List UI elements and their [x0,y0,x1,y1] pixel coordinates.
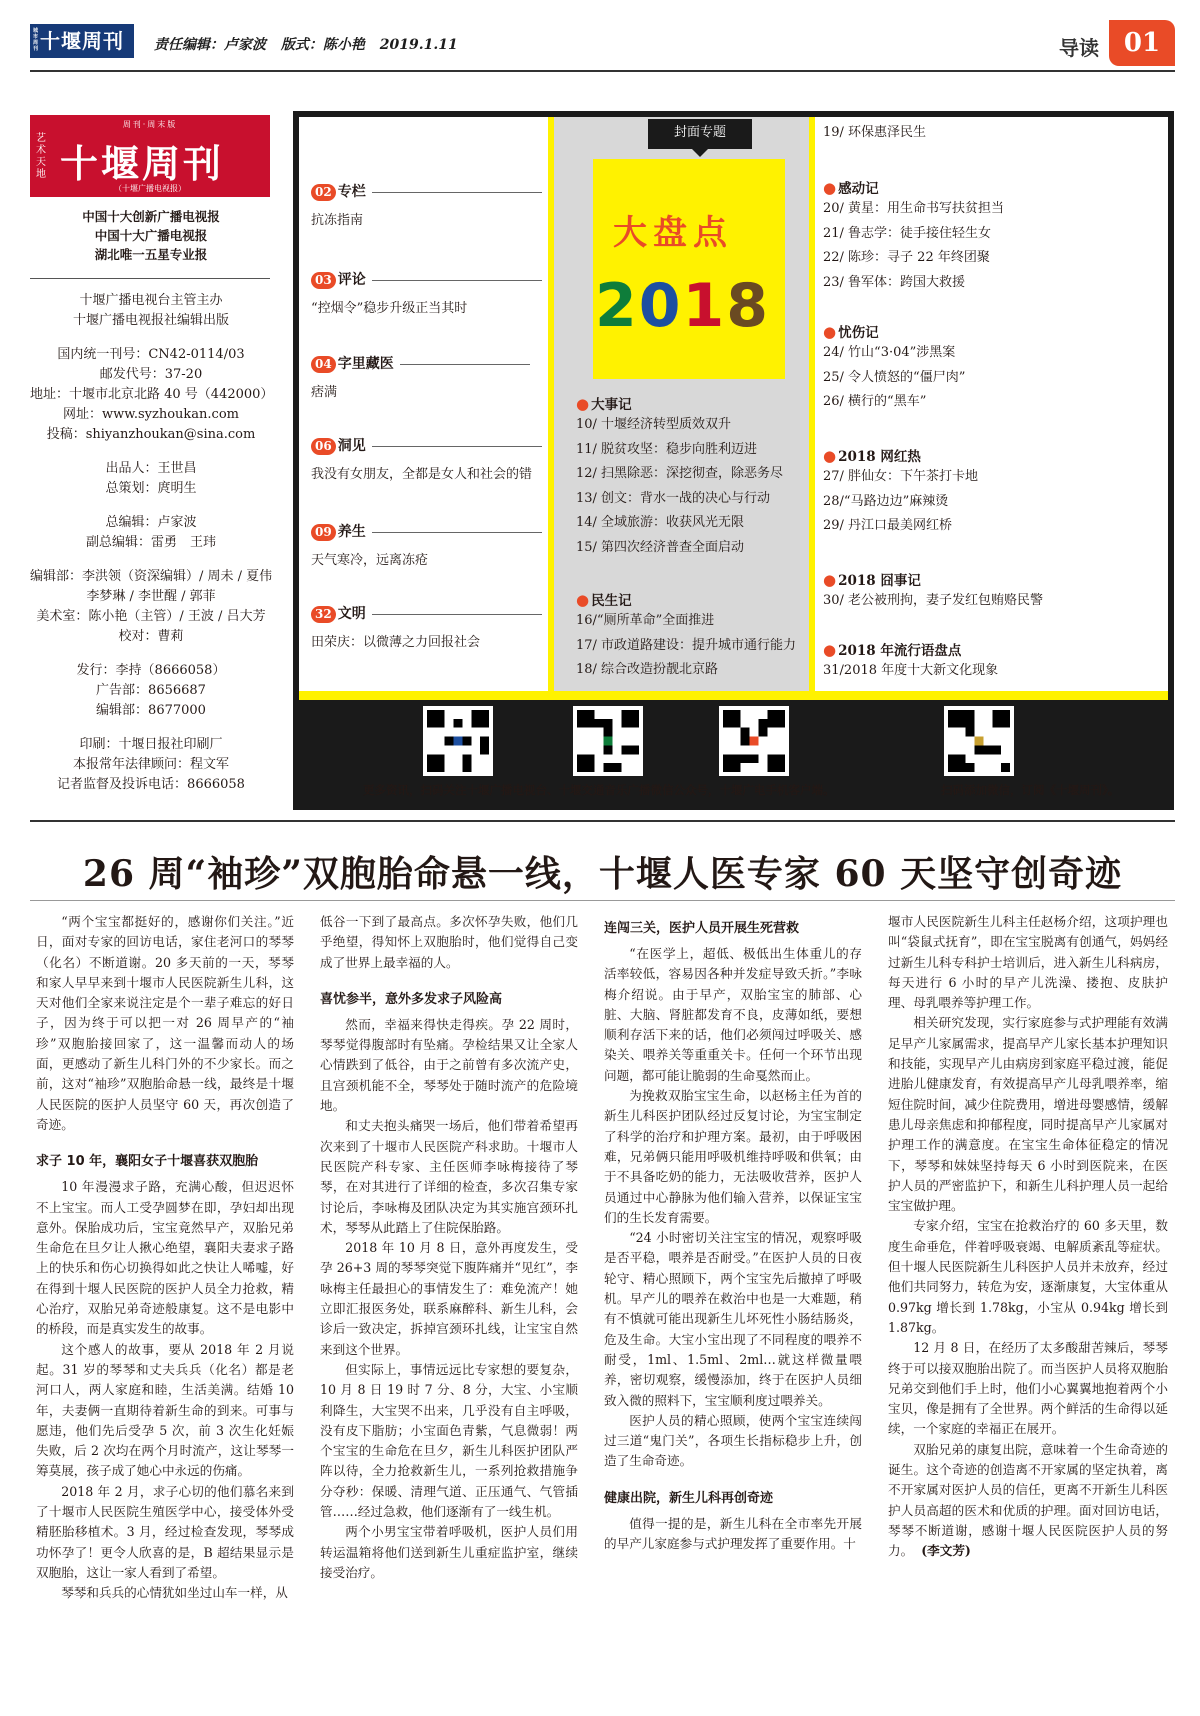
leader-line: 总策划：庹明生 [105,481,197,496]
toc-rule [372,446,542,447]
article-paragraph: 堰市人民医院新生儿科主任赵杨介绍，这项护理也叫“袋鼠式抚育”，即在宝宝脱离有创通气，妈妈经过新生儿科专科护士培训后，进入新生儿科病房，每天进行 6 小时的早产儿洗澡、搂抱、皮肤护理、母乳喂养等护理工作。 [888,914,1168,1011]
cover-year-digit: 2 [595,271,639,341]
toc-entry[interactable]: 21/ 鲁志学：徒手接住轻生女 [823,225,992,241]
masthead-divider [30,278,270,279]
feature-article [30,820,1175,1700]
toc-column-item[interactable] [311,435,542,482]
toc-entry[interactable]: 13/ 创文：背水一战的决心与行动 [576,490,771,506]
phone-line: 广告部：8656687 [96,683,206,698]
toc-rule [372,614,542,615]
staff-line: 编辑部：李洪领（资深编辑）/ 周未 / 夏伟 [30,569,273,584]
masthead-logo-side: 艺术天地 [36,133,46,180]
article-paragraph: 和丈夫抱头痛哭一场后，他们带着希望再次来到了十堰市人民医院产科求助。十堰市人民医院产科专家、主任医师李咏梅接待了琴琴，在对其进行了详细的检查，多次召集专家讨论后，李咏梅及团队决定为其实施宫颈环扎术，琴琴从此踏上了住院保胎路。 [320,1118,578,1235]
toc-entry[interactable]: 16/“厕所革命”全面推进 [576,613,715,628]
toc-entry[interactable]: 14/ 全域旅游：收获风光无限 [576,515,745,530]
article-paragraph [888,1440,1168,1562]
category-title: 忧伤记 [838,325,879,341]
toc-rule [400,364,530,365]
toc-right-panel [815,117,1168,691]
bullet-icon: ● [823,179,837,197]
header-date: 2019.1.11 [379,37,458,53]
toc-column-desc: 痞满 [311,385,338,400]
header-logo-tiny: 城市周刊 [33,28,40,52]
article-paragraph: 值得一提的是，新生儿科在全市率先开展的早产儿家庭参与式护理发挥了重要作用。十 [604,1515,862,1552]
toc-entry[interactable]: 10/ 十堰经济转型质效双升 [576,417,732,432]
toc-column-item[interactable] [311,181,542,228]
code-line: 国内统一刊号：CN42-0114/03 [57,347,245,362]
qr-code-wechat-icon[interactable] [944,706,1014,776]
toc-page-badge: 09 [311,524,336,541]
article-subhead: 喜忧参半，意外多发求子风险高 [320,991,503,1007]
masthead-logo-top: 周刊·周末版 [122,120,178,129]
code-line: 地址：十堰市北京北路 40 号（442000） [30,387,274,402]
article-column-3 [604,912,862,1554]
header-layout: 版式：陈小艳 [280,37,365,53]
bullet-icon: ● [576,395,590,413]
page-number: 01 [1109,20,1175,66]
header-editor: 责任编辑：卢家波 [154,37,266,53]
masthead-codes [30,345,272,445]
toc-entry[interactable]: 24/ 竹山“3·04”涉黑案 [823,345,956,360]
category-title: 2018 网红热 [838,449,921,465]
header-section: 导读 [1059,36,1099,60]
toc-column-item[interactable] [311,603,542,650]
toc-entry[interactable]: 25/ 令人愤怒的“僵尸肉” [823,369,966,385]
toc-left-panel [299,117,548,691]
toc-page-badge: 02 [311,184,336,201]
toc-page-badge: 32 [311,606,336,623]
toc-entry[interactable]: 27/ 胖仙女：下午茶打卡地 [823,469,979,484]
toc-column-desc: 田荣庆：以微薄之力回报社会 [311,635,481,650]
toc-column-item[interactable] [311,269,542,316]
printing-line: 印刷：十堰日报社印刷厂 [79,737,223,752]
toc-column-name: 字里藏医 [337,356,394,372]
cover-artwork [593,159,785,379]
article-headline: 26 周“袖珍”双胞胎命悬一线，十堰人医专家 60 天坚守创奇迹 [82,853,1123,895]
staff-line: 李梦琳 / 李世醒 / 郭菲 [86,589,216,604]
article-title-rule [30,900,1175,901]
masthead-logo [30,115,270,197]
toc-category-dashiji [576,393,783,560]
article-column-1 [36,912,294,1604]
qr-caption-right: 扫码添加微信，订阅《十堰周刊》。 [941,783,1120,797]
slogan: 湖北唯一五星专业报 [94,247,208,262]
masthead-phones [30,661,272,721]
masthead-sponsor [30,291,272,331]
masthead-leaders [30,459,272,499]
article-paragraph: 这个感人的故事，要从 2018 年 2 月说起。31 岁的琴琴和丈夫兵兵（化名）都是老河口人，两人家庭和睦，生活美满。结婚 10 年，夫妻俩一直期待着新生命的到来。可事与愿违，他们先后受孕 5 次，前 3 次生化妊娠失败，后 2 次均在两个月时流产，这让琴琴一筹莫展，孩子成了她心中永远的伤痛。 [36,1341,294,1479]
toc-entry[interactable]: 15/ 第四次经济普查全面启动 [576,539,745,555]
toc-entry[interactable]: 12/ 扫黑除恶：深挖彻查，除恶务尽 [576,466,784,481]
article-paragraph: 2018 年 2 月，求子心切的他们慕名来到了十堰市人民医院生殖医学中心，接受体外受精胚胎移植术。3 月，经过检查发现，琴琴成功怀孕了！更令人欣喜的是，B 超结果显示是双胞胎，这让一家人看到了希望。 [36,1483,294,1580]
toc-rule [372,532,542,533]
article-paragraph: “24 小时密切关注宝宝的情况，观察呼吸是否平稳，喂养是否耐受。”在医护人员的日夜轮守、精心照顾下，两个宝宝先后撤掉了呼吸机。早产儿的喂养在救治中也是一大难题，稍有不慎就可能出现新生儿坏死性小肠结肠炎，危及生命。大宝小宝出现了不同程度的喂养不耐受，1ml、1.5ml、2ml…就这样微量喂养，密切观察，缓慢添加，终于在医护人员细致入微的照料下，宝宝顺利度过喂养关。 [604,1230,862,1408]
code-line: 网址：www.syzhoukan.com [63,407,239,422]
toc-column-name: 专栏 [337,184,366,200]
table-of-contents [293,111,1174,810]
toc-page-badge: 03 [311,272,336,289]
category-title: 2018 囧事记 [838,573,921,589]
toc-column-name: 评论 [337,272,366,288]
toc-entry[interactable]: 23/ 鲁军体：跨国大救援 [823,274,966,290]
masthead-staff [30,567,272,647]
category-title: 大事记 [591,397,632,413]
toc-column-item[interactable] [311,353,530,400]
qr-code-radio-icon[interactable] [573,706,643,776]
category-title: 感动记 [838,181,879,197]
staff-line: 校对：曹莉 [118,629,184,644]
sponsor-line: 十堰广播电视台主管主办 [79,293,223,308]
article-paragraph: 为挽救双胎宝宝生命，以赵杨主任为首的新生儿科医护团队经过反复讨论，为宝宝制定了科学的治疗和护理方案。最初，由于呼吸困难，兄弟俩只能用呼吸机维持呼吸和供氧；由于不具备吃奶的能力，无法吸收营养，医护人员通过中心静脉为他们输入营养，以保证宝宝们的生长发育需要。 [604,1088,862,1225]
toc-entry[interactable]: 22/ 陈珍：寻子 22 年终团聚 [823,250,990,265]
bullet-icon: ● [823,447,837,465]
cover-year-digit: 0 [638,271,683,341]
article-paragraph: “两个宝宝都挺好的，感谢你们关注。”近日，面对专家的回访电话，家住老河口的琴琴（化名）不断道谢。20 多天前的一天，琴琴和家人早早来到十堰市人民医院新生儿科，这天对他们全家来说注定是个一辈子难忘的好日子，因为终于可以把一对 26 周早产的“袖珍”双胞胎接回家了，这一温馨而动人的场面，更感动了新生儿科门外的不少家长。而之前，这对“袖珍”双胞胎命悬一线，最终是十堰人民医院的医护人员坚守 60 天，再次创造了奇迹。 [36,914,294,1132]
toc-entry[interactable]: 28/“马路边边”麻辣烫 [823,493,949,509]
toc-column-desc: 抗冻指南 [311,213,364,228]
toc-column-desc: 我没有女朋友，全都是女人和社会的错 [311,467,533,482]
article-paragraph: 相关研究发现，实行家庭参与式护理能有效满足早产儿家属需求，提高早产儿家长基本护理知识和技能，实现早产儿由病房到家庭平稳过渡，能促进胎儿健康发育，有效提高早产儿母乳喂养率，缩短住院时间，减少住院费用，增进母婴感情，缓解患儿母亲焦虑和抑郁程度，同时提高早产儿家属对护理工作的满意度。在宝宝生命体征稳定的情况下，琴琴和妹妹坚持每天 6 小时到医院来，在医护人员的严密监护下，和新生儿科护理人员一起给宝宝做护理。 [888,1015,1168,1214]
toc-category-wanghongre [823,445,978,539]
masthead-editors [30,513,272,553]
toc-column-name: 养生 [337,524,366,540]
masthead-printing [30,735,272,795]
article-paragraph: 琴琴和兵兵的心情犹如坐过山车一样，从 [61,1585,288,1601]
toc-entry[interactable]: 26/ 横行的“黑车” [823,394,927,409]
toc-column-item[interactable] [311,521,542,568]
code-line: 投稿：shiyanzhoukan@sina.com [46,427,256,442]
masthead-logo-bottom: （十堰广播电视报） [114,184,186,193]
header-logo-text: 十堰周刊 [40,29,124,53]
header-logo [30,24,134,58]
article-subhead: 健康出院，新生儿科再创奇迹 [604,1490,774,1506]
slogan: 中国十大广播电视报 [94,228,208,243]
article-subhead: 连闯三关，医护人员开展生死营救 [604,921,800,936]
masthead [30,115,272,809]
printing-line: 本报常年法律顾问：程文军 [72,757,229,772]
editor-line: 副总编辑：雷勇 王玮 [85,535,216,550]
toc-rule [372,192,542,193]
editor-line: 总编辑：卢家波 [105,515,197,530]
toc-category-youshangji [823,321,965,415]
toc-entry[interactable]: 29/ 丹江口最美网红桥 [823,518,953,533]
slogan: 中国十大创新广播电视报 [82,209,220,224]
cover-title: 大盘点 [613,213,733,253]
article-paragraph: 两个小男宝宝带着呼吸机，医护人员们用转运温箱将他们送到新生儿重症监护室，继续接受治疗。 [320,1524,578,1580]
cover-year [595,271,770,341]
toc-entry[interactable]: 18/ 综合改造扮靓北京路 [576,662,719,677]
toc-column-desc: “控烟令”稳步升级正当其时 [311,301,468,316]
toc-entry[interactable]: 20/ 黄星：用生命书写扶贫担当 [823,201,1005,216]
printing-line: 记者监督及投诉电话：8666058 [57,777,245,792]
article-paragraph: “在医学上，超低、极低出生体重儿的存活率较低，容易因各种并发症导致夭折。”李咏梅介绍说。由于早产，双胎宝宝的肺部、心脏、大脑、肾脏都发育不良，皮薄如纸，要想顺利存活下来的话，他们必须闯过呼吸关、感染关、喂养关等重重关卡。任何一个环节出现问题，都可能让脆弱的生命戛然而止。 [604,946,862,1083]
phone-line: 发行：李持（8666058） [76,663,226,678]
article-subhead: 求子 10 年，襄阳女子十堰喜获双胞胎 [36,1154,259,1170]
article-paragraph: 2018 年 10 月 8 日，意外再度发生，受孕 26+3 周的琴琴突觉下腹阵痛并“见红”，李咏梅主任最担心的事情发生了：难免流产！她立即汇报医务处，联系麻醉科、新生儿科，会诊后一致决定，拆掉宫颈环扎线，让宝宝自然来到这个世界。 [320,1240,578,1357]
toc-category-liuxingyu [823,639,998,684]
toc-entry[interactable]: 19/ 环保惠泽民生 [823,125,927,140]
toc-page-badge: 04 [311,356,336,373]
qr-code-tv-icon[interactable] [423,706,493,776]
bullet-icon: ● [823,571,837,589]
toc-entry[interactable]: 11/ 脱贫攻坚：稳步向胜利迈进 [576,441,758,457]
cover-year-digit: 8 [726,271,770,341]
header-credits [154,34,468,54]
toc-entry[interactable]: 31/2018 年度十大新文化现象 [823,663,999,678]
masthead-logo-title: 十堰周刊 [60,141,225,186]
article-paragraph: 医护人员的精心照顾，使两个宝宝连续闯过三道“鬼门关”，各项生长指标稳步上升，创造了生命奇迹。 [604,1412,862,1469]
toc-column-name: 文明 [337,606,366,622]
sponsor-line: 十堰广播电视报社编辑出版 [72,313,229,328]
article-paragraph: 10 年漫漫求子路，充满心酸，但迟迟怀不上宝宝。而人工受孕圆梦在即，孕妇却出现意外。保胎成功后，宝宝竟然早产，双胎兄弟生命危在旦夕让人揪心绝望，襄阳夫妻求子路上的快乐和伤心切换得如此之快让人唏嘘，好在得到十堰人民医院的医护人员全力抢救，精心治疗，双胎兄弟奇迹般康复。这不是电影中的桥段，而是真实发生的故事。 [36,1179,294,1337]
article-paragraph: 然而，幸福来得快走得疾。孕 22 周时，琴琴觉得腹部时有坠痛。孕检结果又让全家人心情跌到了低谷，由于之前曾有多次流产史，且宫颈机能不全，琴琴处于随时流产的危险境地。 [320,1016,578,1114]
article-paragraph: 12 月 8 日，在经历了太多酸甜苦辣后，琴琴终于可以接双胞胎出院了。而当医护人员将双胞胎兄弟交到他们手上时，他们小心翼翼地抱着两个小宝贝，像是拥有了全世界。两个鲜活的生命得以延续，一个家庭的幸福正在展开。 [888,1340,1168,1437]
toc-category-jiongshiji [823,569,1043,614]
staff-line: 美术室：陈小艳（主管）/ 王波 / 吕大芳 [36,609,266,624]
article-column-2 [320,912,578,1583]
article-column-4 [888,912,1168,1562]
toc-entry[interactable]: 30/ 老公被刑拘，妻子发红包贿赂民警 [823,593,1044,608]
bullet-icon: ● [576,591,590,609]
article-top-rule [30,820,1175,822]
category-title: 民生记 [591,593,632,609]
qr-caption-left: 更多资讯，扫码关注十堰广播电视台、十堰交通音乐广播微信公众号，十堰广电手机客户端。 [363,783,835,797]
cover-year-digit: 1 [682,271,727,341]
masthead-slogans [30,207,272,264]
qr-code-app-icon[interactable] [719,706,789,776]
article-paragraph: 专家介绍，宝宝在抢救治疗的 60 多天里，数度生命垂危，伴着呼吸衰竭、电解质紊乱等症状。但十堰人民医院新生儿科医护人员并未放弃，经过他们共同努力，转危为安，逐渐康复，大宝体重从 0.97kg 增长到 1.78kg，小宝从 0.94kg 增长到 1.87kg。 [888,1218,1168,1335]
article-paragraph: 低谷一下到了最高点。多次怀孕失败，他们几乎绝望，得知怀上双胞胎时，他们觉得自己变成了世界上最幸福的人。 [320,914,578,970]
toc-category-minshengji [576,589,796,683]
article-paragraph-text: 双胎兄弟的康复出院，意味着一个生命奇迹的诞生。这个奇迹的创造离不开家属的坚定执着，离不开家属对医护人员的信任，更离不开新生儿科医护人员高超的医术和优质的护理。面对回访电话，琴琴不断道谢，感谢十堰人民医院医护人员的努力。 [888,1441,1168,1559]
toc-column-desc: 天气寒冷，远离冻疮 [311,553,429,568]
article-paragraph: 但实际上，事情远远比专家想的要复杂，10 月 8 日 19 时 7 分、8 分，大宝、小宝顺利降生，大宝哭不出来，几乎没有自主呼吸，没有皮下脂肪；小宝面色青紫，气息微弱！两个宝宝的生命危在旦夕，新生儿科医护团队严阵以待，全力抢救新生儿，一系列抢救措施争分夺秒：保暖、清理气道、正压通气、气管插管……经过急救，他们逐渐有了一线生机。 [320,1361,578,1520]
toc-rule [372,280,542,281]
bullet-icon: ● [823,641,837,659]
toc-entry[interactable]: 17/ 市政道路建设：提升城市通行能力 [576,637,797,653]
toc-page-badge: 06 [311,438,336,455]
cover-topic-tab: 封面专题 [648,119,752,149]
qr-code-row [299,700,1168,804]
page-header [30,20,1175,78]
bullet-icon: ● [823,323,837,341]
category-title: 2018 年流行语盘点 [838,643,962,659]
phone-line: 编辑部：8677000 [96,703,206,718]
header-divider [30,70,1175,72]
code-line: 邮发代号：37-20 [99,367,203,382]
article-byline: (李文芳) [921,1543,971,1559]
toc-category-continued [823,121,926,146]
leader-line: 出品人：王世昌 [105,461,197,476]
toc-column-name: 洞见 [337,438,366,454]
toc-category-gandongji [823,177,1004,295]
